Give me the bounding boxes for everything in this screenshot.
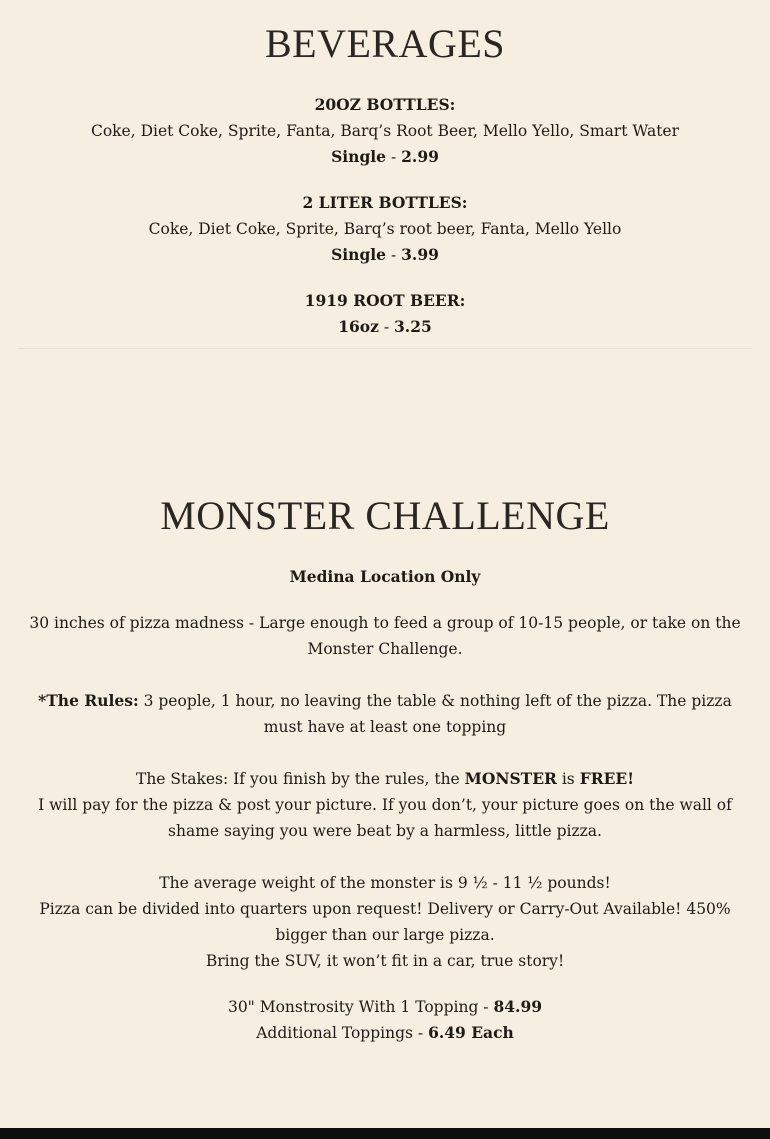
stakes-details: I will pay for the pizza & post your picture. If you don’t, your picture goes on the wall of shame saying you were beat by a harmless, little pizza.: [38, 796, 732, 840]
monster-quarters: Pizza can be divided into quarters upon request! Delivery or Carry-Out Available! 450% bigger than our large pizza.: [39, 900, 731, 944]
beverages-title: BEVERAGES: [264, 21, 506, 66]
beverage-price-line: [18, 314, 752, 340]
rules-label: *The Rules:: [38, 691, 139, 710]
stakes-monster: MONSTER: [464, 769, 557, 788]
price-label: Single: [331, 147, 387, 166]
location-note: Medina Location Only: [289, 567, 481, 586]
section-divider: [18, 348, 752, 349]
beverage-group-20oz: [18, 92, 752, 170]
price-label: Single: [331, 245, 387, 264]
price-value: 2.99: [401, 147, 439, 166]
monster-intro: 30 inches of pizza madness - Large enough to feed a group of 10-15 people, or take on the Monster Challenge.: [29, 614, 741, 658]
beverage-group-heading: 1919 ROOT BEER:: [304, 291, 466, 310]
beverage-group-heading: 20OZ BOTTLES:: [314, 95, 456, 114]
stakes-free: FREE!: [579, 769, 635, 788]
beverages-section: [0, 0, 770, 340]
price-separator: -: [386, 246, 402, 264]
beverage-price-line: [18, 144, 752, 170]
price-label: 16oz: [338, 317, 379, 336]
price-separator: -: [378, 318, 395, 336]
beverage-group-items: Coke, Diet Coke, Sprite, Fanta, Barq’s Root Beer, Mello Yello, Smart Water: [90, 122, 680, 140]
price-value: 3.25: [394, 317, 432, 336]
monster-suv: Bring the SUV, it won’t fit in a car, true story!: [205, 952, 565, 970]
monster-rules: [18, 688, 752, 740]
toppings-value: 6.49 Each: [428, 1023, 514, 1042]
monster-challenge-section: [0, 494, 770, 1046]
footer-bar: [0, 1128, 770, 1139]
beverage-group-2-liter: [18, 190, 752, 268]
price-value: 3.99: [401, 245, 439, 264]
monster-challenge-title: MONSTER CHALLENGE: [160, 493, 610, 538]
monster-stakes: [18, 766, 752, 792]
monster-price-line: [18, 994, 752, 1020]
price-separator: -: [386, 148, 402, 166]
monster-price-label: 30" Monstrosity With 1 Topping -: [227, 998, 494, 1016]
rules-text: 3 people, 1 hour, no leaving the table & nothing left of the pizza. The pizza must have at least one topping: [138, 692, 732, 736]
beverage-group-items: Coke, Diet Coke, Sprite, Barq’s root beer, Fanta, Mello Yello: [148, 220, 622, 238]
beverage-price-line: [18, 242, 752, 268]
monster-price-value: 84.99: [493, 997, 543, 1016]
monster-weight: The average weight of the monster is 9 ½ - 11 ½ pounds!: [159, 874, 611, 892]
stakes-prefix: The Stakes: If you finish by the rules, the: [135, 770, 465, 788]
toppings-label: Additional Toppings -: [256, 1024, 429, 1042]
toppings-price-line: [18, 1020, 752, 1046]
beverage-group-heading: 2 LITER BOTTLES:: [302, 193, 468, 212]
stakes-is: is: [556, 770, 580, 788]
beverage-group-root-beer: [18, 288, 752, 340]
